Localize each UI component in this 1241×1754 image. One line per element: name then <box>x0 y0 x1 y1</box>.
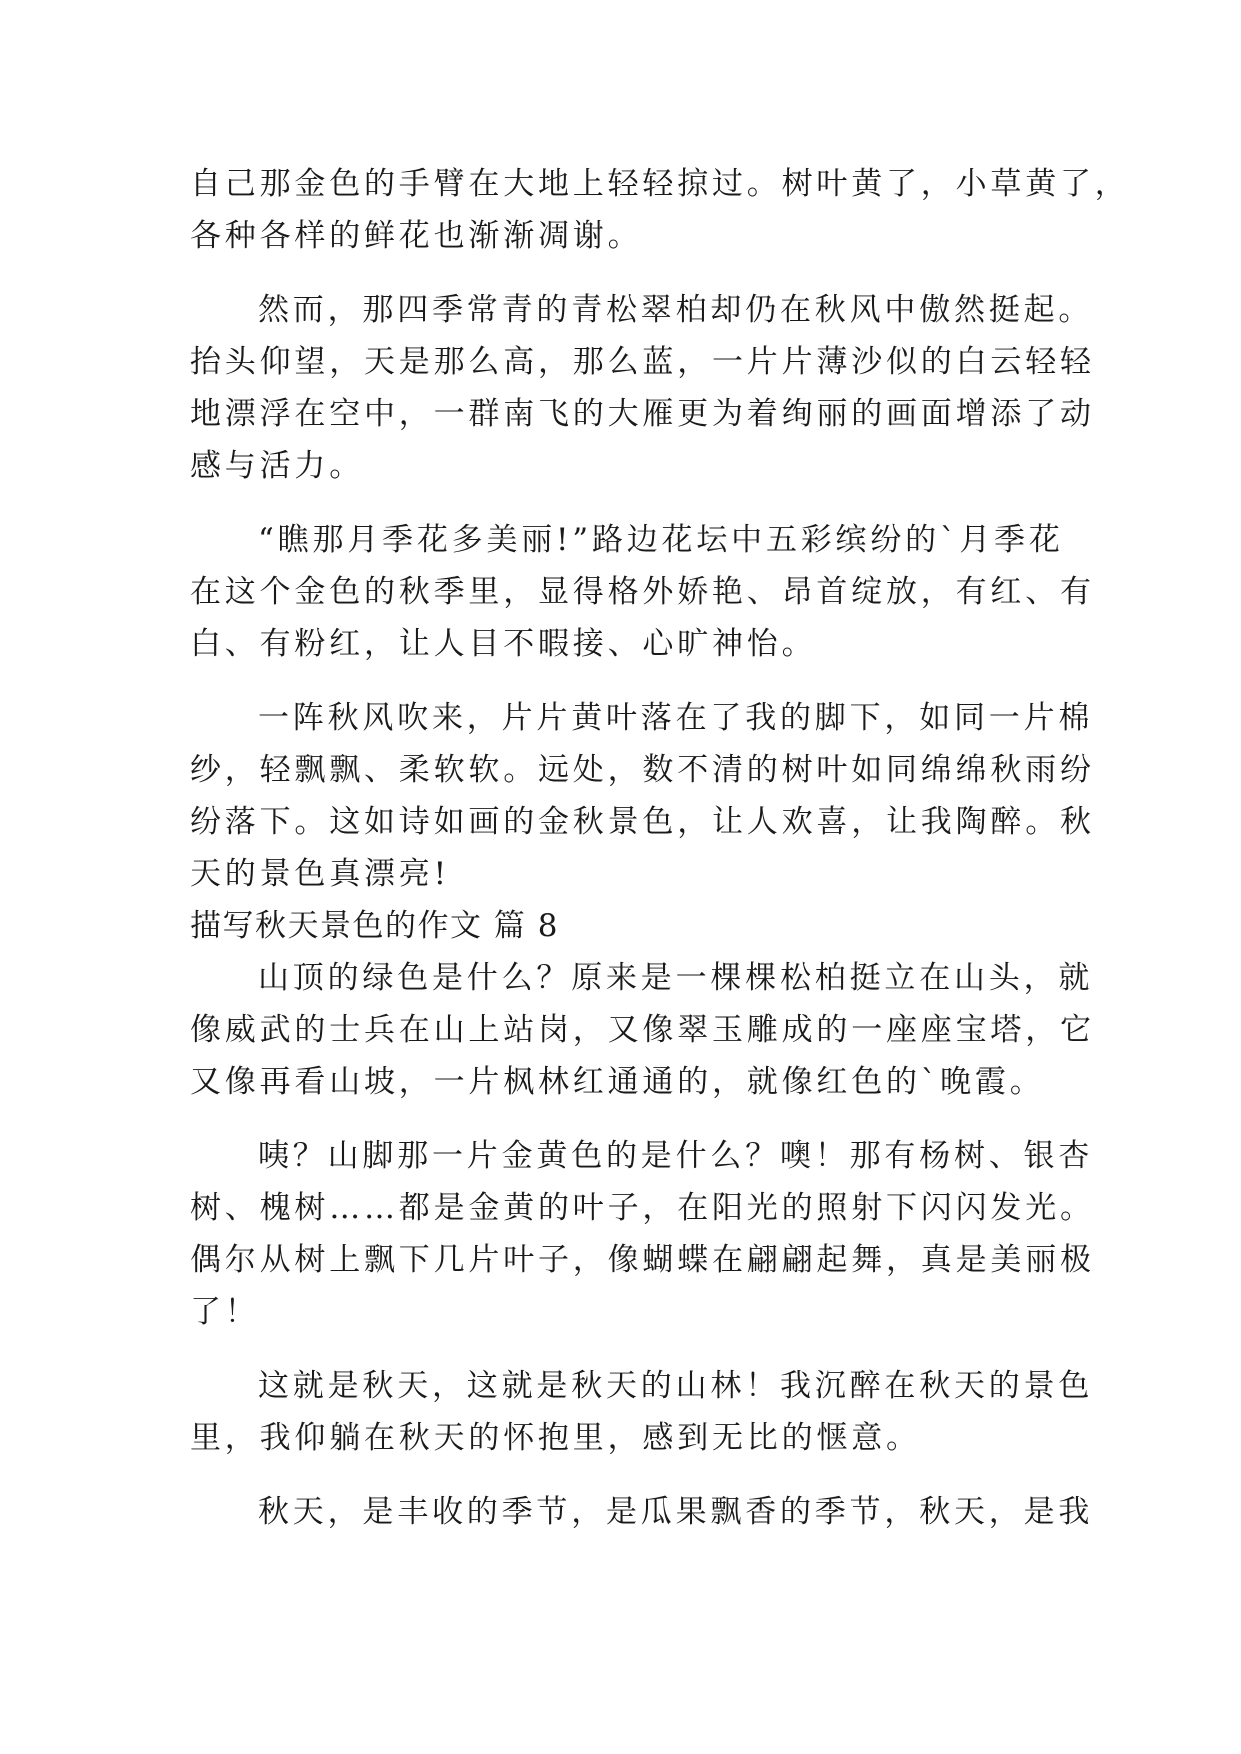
paragraph-start: 秋天，是丰收的季节，是瓜果飘香的季节，秋天，是我 <box>258 1494 1094 1530</box>
text-line: 自己那金色的手臂在大地上轻轻掠过。树叶黄了，小草黄了， <box>190 166 1130 202</box>
text-line: 像威武的士兵在山上站岗，又像翠玉雕成的一座座宝塔，它 <box>190 1012 1095 1048</box>
text-line: 天的景色真漂亮! <box>190 856 450 892</box>
text-line: 地漂浮在空中，一群南飞的大雁更为着绚丽的画面增添了动 <box>190 396 1095 432</box>
paragraph-start: 然而，那四季常青的青松翠柏却仍在秋风中傲然挺起。 <box>258 292 1094 328</box>
text-line: 树、槐树……都是金黄的叶子，在阳光的照射下闪闪发光。 <box>190 1190 1095 1226</box>
text-line: 了！ <box>190 1294 260 1330</box>
text-line: 纷落下。这如诗如画的金秋景色，让人欢喜，让我陶醉。秋 <box>190 804 1095 840</box>
document-body <box>190 158 1130 1538</box>
paragraph-start: “瞧那月季花多美丽!”路边花坛中五彩缤纷的`月季花 <box>258 522 1064 558</box>
text-line: 白、有粉红，让人目不暇接、心旷神怡。 <box>190 626 817 662</box>
paragraph-start: 咦？山脚那一片金黄色的是什么？噢！那有杨树、银杏 <box>258 1138 1094 1174</box>
text-line: 感与活力。 <box>190 448 364 484</box>
text-line: 偶尔从树上飘下几片叶子，像蝴蝶在翩翩起舞，真是美丽极 <box>190 1242 1095 1278</box>
text-line: 里，我仰躺在秋天的怀抱里，感到无比的惬意。 <box>190 1420 921 1456</box>
text-line: 各种各样的鲜花也渐渐凋谢。 <box>190 218 643 254</box>
text-line: 抬头仰望，天是那么高，那么蓝，一片片薄沙似的白云轻轻 <box>190 344 1095 380</box>
paragraph-start: 山顶的绿色是什么？原来是一棵棵松柏挺立在山头，就 <box>258 960 1094 996</box>
paragraph-start: 这就是秋天，这就是秋天的山林！我沉醉在秋天的景色 <box>258 1368 1094 1404</box>
text-line: 又像再看山坡，一片枫林红通通的，就像红色的`晚霞。 <box>190 1064 1045 1100</box>
text-line: 纱，轻飘飘、柔软软。远处，数不清的树叶如同绵绵秋雨纷 <box>190 752 1095 788</box>
section-heading: 描写秋天景色的作文 篇 8 <box>190 908 559 944</box>
paragraph-start: 一阵秋风吹来，片片黄叶落在了我的脚下，如同一片棉 <box>258 700 1094 736</box>
text-line: 在这个金色的秋季里，显得格外娇艳、昂首绽放，有红、有 <box>190 574 1095 610</box>
